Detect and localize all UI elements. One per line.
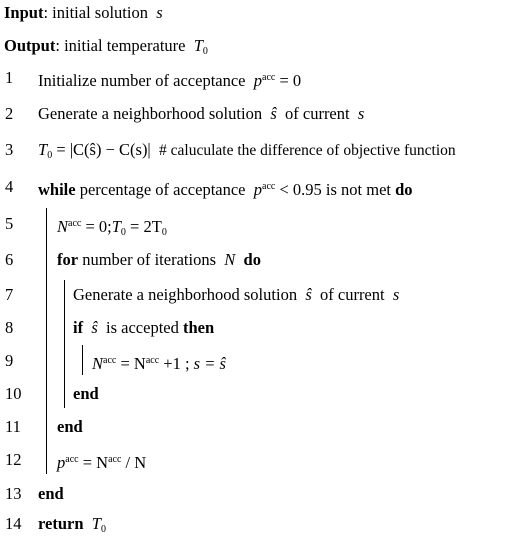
line-content: return $T_0$ bbox=[38, 514, 106, 535]
input-text: : initial solution bbox=[43, 3, 148, 22]
line-number: 3 bbox=[5, 140, 14, 159]
line-content: end bbox=[38, 484, 64, 503]
line-number: 5 bbox=[5, 214, 14, 233]
line-number: 9 bbox=[5, 351, 14, 370]
output-var: T bbox=[193, 36, 203, 55]
line-content: $T_0$ = |C(ŝ) − C(s)| # caluculate the difference of objective function bbox=[38, 140, 456, 161]
line-content: Generate a neighborhood solution ŝ of current s bbox=[73, 285, 400, 304]
input-var: s bbox=[156, 3, 163, 22]
line-content: for number of iterations N do bbox=[57, 250, 261, 269]
for-block-bar bbox=[64, 280, 65, 408]
line-number: 10 bbox=[5, 384, 22, 403]
line-content: $N^{acc} = N^{acc} +1$ ; s = ŝ bbox=[92, 354, 226, 373]
line-number: 2 bbox=[5, 104, 14, 123]
output-sub: 0 bbox=[202, 46, 208, 57]
output-label: Output bbox=[4, 36, 56, 55]
line-number: 12 bbox=[5, 450, 22, 469]
line-number: 8 bbox=[5, 318, 14, 337]
line-content: end bbox=[73, 384, 99, 403]
line-content: while percentage of acceptance $p^{acc} < 0.95$ is not met do bbox=[38, 180, 413, 199]
output-line bbox=[4, 36, 208, 62]
line-number: 4 bbox=[5, 177, 14, 196]
line-content: Initialize number of acceptance $p^{acc} = 0$ bbox=[38, 71, 302, 90]
line-content: $p^{acc} = N^{acc} / N$ bbox=[57, 453, 147, 472]
line-number: 6 bbox=[5, 250, 14, 269]
line-content: end bbox=[57, 417, 83, 436]
line-number: 7 bbox=[5, 285, 14, 304]
input-label: Input bbox=[4, 3, 44, 22]
line-content: if ŝ is accepted then bbox=[73, 318, 215, 337]
line-number: 11 bbox=[5, 417, 21, 436]
line-number: 14 bbox=[5, 514, 22, 533]
line-number: 1 bbox=[5, 68, 14, 87]
input-line bbox=[4, 3, 163, 23]
line-content: $N^{acc}$ = $0;T_0 = 2T_0$ bbox=[57, 217, 167, 238]
line-content: Generate a neighborhood solution ŝ of current s bbox=[38, 104, 365, 123]
if-block-bar bbox=[82, 345, 83, 375]
while-block-bar bbox=[46, 208, 47, 474]
line-number: 13 bbox=[5, 484, 22, 503]
output-text: : initial temperature bbox=[55, 36, 186, 55]
